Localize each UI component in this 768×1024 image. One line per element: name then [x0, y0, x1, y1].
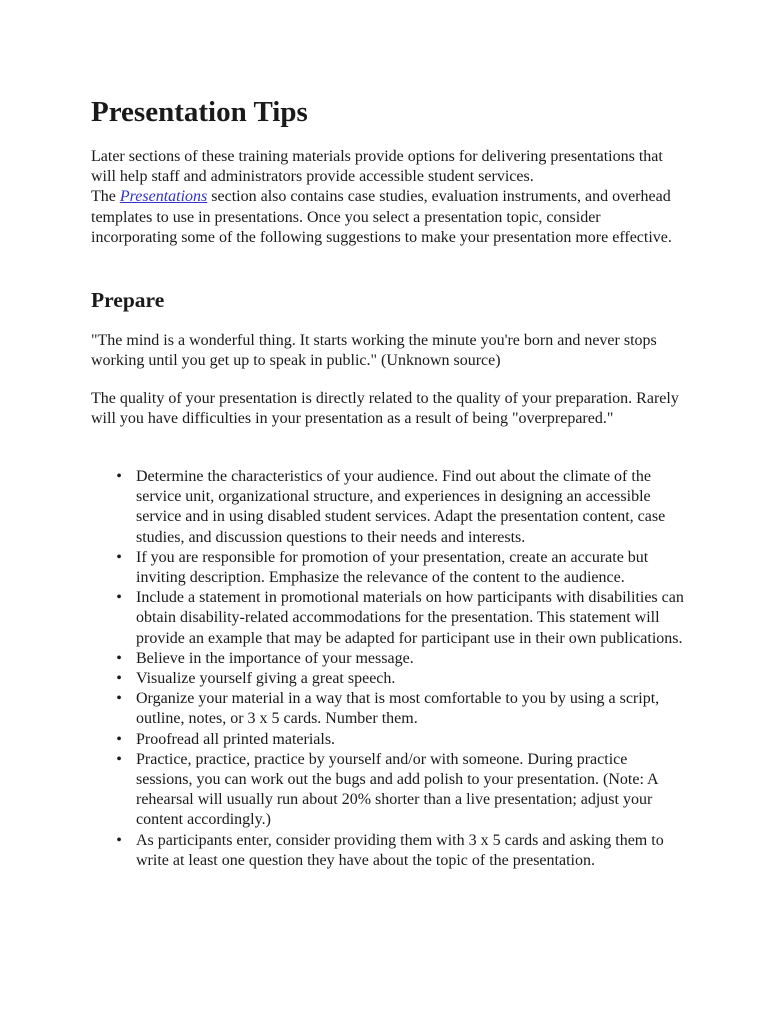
list-item-text: As participants enter, consider providing them with 3 x 5 cards and asking them to write at least one question they have about the topic of the presentation. — [136, 831, 664, 869]
list-item — [116, 689, 684, 729]
bullet-icon: • — [116, 670, 122, 688]
list-item-text: If you are responsible for promotion of your presentation, create an accurate but inviting description. Emphasize the relevance of the content to the audience. — [136, 548, 649, 587]
preparation-paragraph: The quality of your presentation is directly related to the quality of your preparation. Rarely will you have difficulties in your presentation as a result of being "overprepared." — [91, 390, 679, 428]
list-item-text: Believe in the importance of your message. — [136, 649, 414, 667]
bullet-icon: • — [116, 750, 122, 768]
list-item-text: Organize your material in a way that is most comfortable to you by using a script, outline, notes, or 3 x 5 cards. Number them. — [136, 690, 660, 728]
quote-paragraph: "The mind is a wonderful thing. It starts working the minute you're born and never stops working until you get up to speak in public." (Unknown source) — [91, 332, 657, 370]
bullet-icon: • — [116, 468, 122, 485]
page-title: Presentation Tips — [91, 96, 308, 128]
intro-text-2: section also contains case studies, evaluation instruments, and overhead templates to use in presentations. Once you select a presentation topic, consider incorporating some of the following suggestions to make your presentation more effective. — [91, 188, 672, 246]
bullet-icon: • — [116, 690, 122, 708]
prepare-heading: Prepare — [91, 288, 165, 312]
bullet-icon: • — [116, 589, 122, 607]
list-item — [116, 750, 684, 831]
list-item-text: Include a statement in promotional materials on how participants with disabilities can obtain disability-related accommodations for the presentation. This statement will provide an example that may be adapted for participant use in their own publications. — [136, 589, 684, 647]
presentations-link[interactable]: Presentations — [119, 188, 208, 206]
intro-paragraph — [91, 147, 681, 248]
list-item — [116, 649, 684, 669]
list-item — [116, 588, 684, 649]
list-item — [116, 467, 684, 548]
list-item-text: Practice, practice, practice by yourself and/or with someone. During practice sessions, you can work out the bugs and add polish to your presentation. (Note: A rehearsal will usually run about 20% shorter than a live presentation; adjust your content accordingly.) — [136, 750, 658, 829]
bullet-icon: • — [116, 649, 122, 667]
list-item-text: Proofread all printed materials. — [136, 730, 336, 748]
list-item — [116, 548, 684, 588]
list-item — [116, 831, 684, 871]
bullet-icon: • — [116, 831, 122, 849]
list-item-text: Determine the characteristics of your audience. Find out about the climate of the service unit, organizational structure, and experiences in designing an accessible service and in using disabled student services. Adapt the presentation content, case studies, and discussion questions to their needs and interests. — [136, 468, 666, 546]
bullet-icon: • — [116, 730, 122, 748]
list-item-text: Visualize yourself giving a great speech. — [136, 670, 396, 688]
bullet-icon: • — [116, 548, 122, 566]
intro-text-1: Later sections of these training materials provide options for delivering presentations that will help staff and administrators provide accessible student services. — [91, 148, 663, 186]
list-item — [116, 730, 684, 750]
tips-list — [116, 467, 684, 871]
list-item — [116, 669, 684, 689]
intro-the: The — [91, 188, 116, 206]
